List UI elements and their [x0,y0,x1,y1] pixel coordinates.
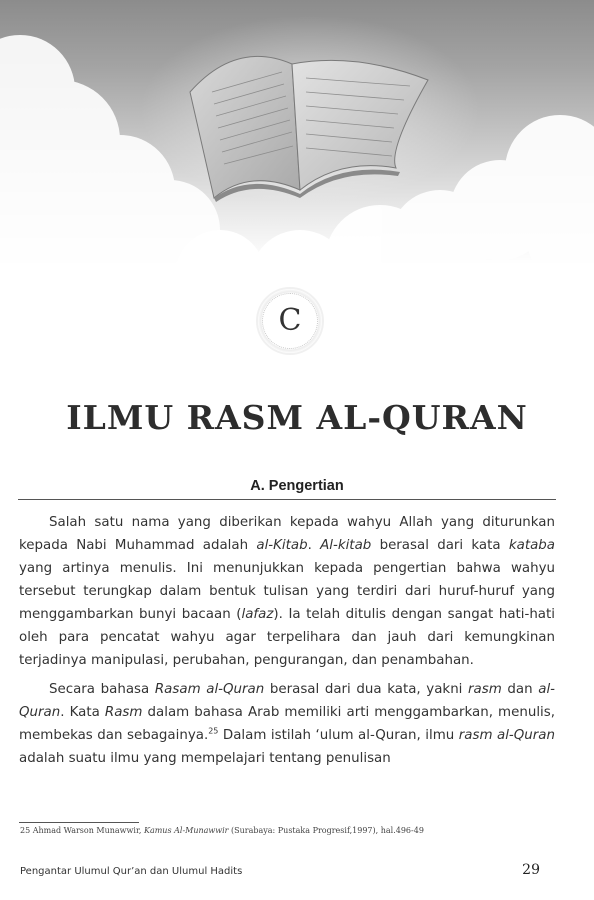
chapter-letter: C [278,302,302,338]
sky-clouds-book-illustration [0,0,594,300]
footnote-details: (Surabaya: Pustaka Progresif,1997), hal.496-49 [228,826,424,835]
italic-term: rasm [468,682,502,697]
section-divider [18,499,556,500]
paragraph-text: adalah suatu ilmu yang mempelajari tentang penulisan [19,751,391,766]
footnote-reference[interactable]: 25 [208,726,219,736]
paragraph-text: yang artinya menulis. Ini menunjukkan kepada pengertian bahwa wahyu tersebut terungkap dalam bentuk tulisan yang terdiri dari huruf-huruf yang menggambarkan bunyi bacaan ( [19,561,555,622]
paragraph-text: . Kata [60,705,105,720]
page-number: 29 [522,862,540,878]
paragraph-text: Secara bahasa [49,682,155,697]
section-heading: A. Pengertian [250,478,344,494]
italic-term: kataba [508,538,556,553]
italic-term: al-Kitab [256,538,308,553]
footnote [20,826,560,835]
chapter-title: ILMU RASM AL-QURAN [66,398,528,437]
footnote-author: Ahmad Warson Munawwir, [30,826,144,835]
italic-term: rasm al-Quran [458,728,555,743]
italic-term: Rasam al-Quran [154,682,265,697]
italic-term: al-Quran [19,682,555,720]
italic-term: lafaz [241,607,274,622]
body-text [19,511,555,776]
italic-term: Rasm [104,705,143,720]
paragraph-2 [19,678,555,770]
paragraph-text: dan [501,682,539,697]
running-footer-title: Pengantar Ulumul Qur’an dan Ulumul Hadits [20,866,243,877]
paragraph-text: berasal dari dua kata, yakni [264,682,469,697]
paragraph-1 [19,511,555,672]
footnote-work-title: Kamus Al-Munawwir [143,826,229,835]
paragraph-text: . [307,538,321,553]
paragraph-text: Salah satu nama yang diberikan kepada wahyu Allah yang diturunkan kepada Nabi Muhammad adalah [19,515,555,553]
cover-illustration [0,0,594,300]
paragraph-text: dalam bahasa Arab memiliki arti menggambarkan, menulis, membekas dan sebagainya. [19,705,555,743]
paragraph-text: ). Ia telah ditulis dengan sangat hati-hati oleh para pencatat wahyu agar terpelihara dan jauh dari kemungkinan terjadinya manipulasi, perubahan, pengurangan, dan penambahan. [19,607,555,668]
footnote-divider [19,822,139,823]
chapter-badge [258,289,322,353]
paragraph-text: Dalam istilah ‘ulum al-Quran, ilmu [218,728,459,743]
footnote-number: 25 [20,826,31,835]
italic-term: Al-kitab [320,538,372,553]
paragraph-text: berasal dari kata [371,538,509,553]
